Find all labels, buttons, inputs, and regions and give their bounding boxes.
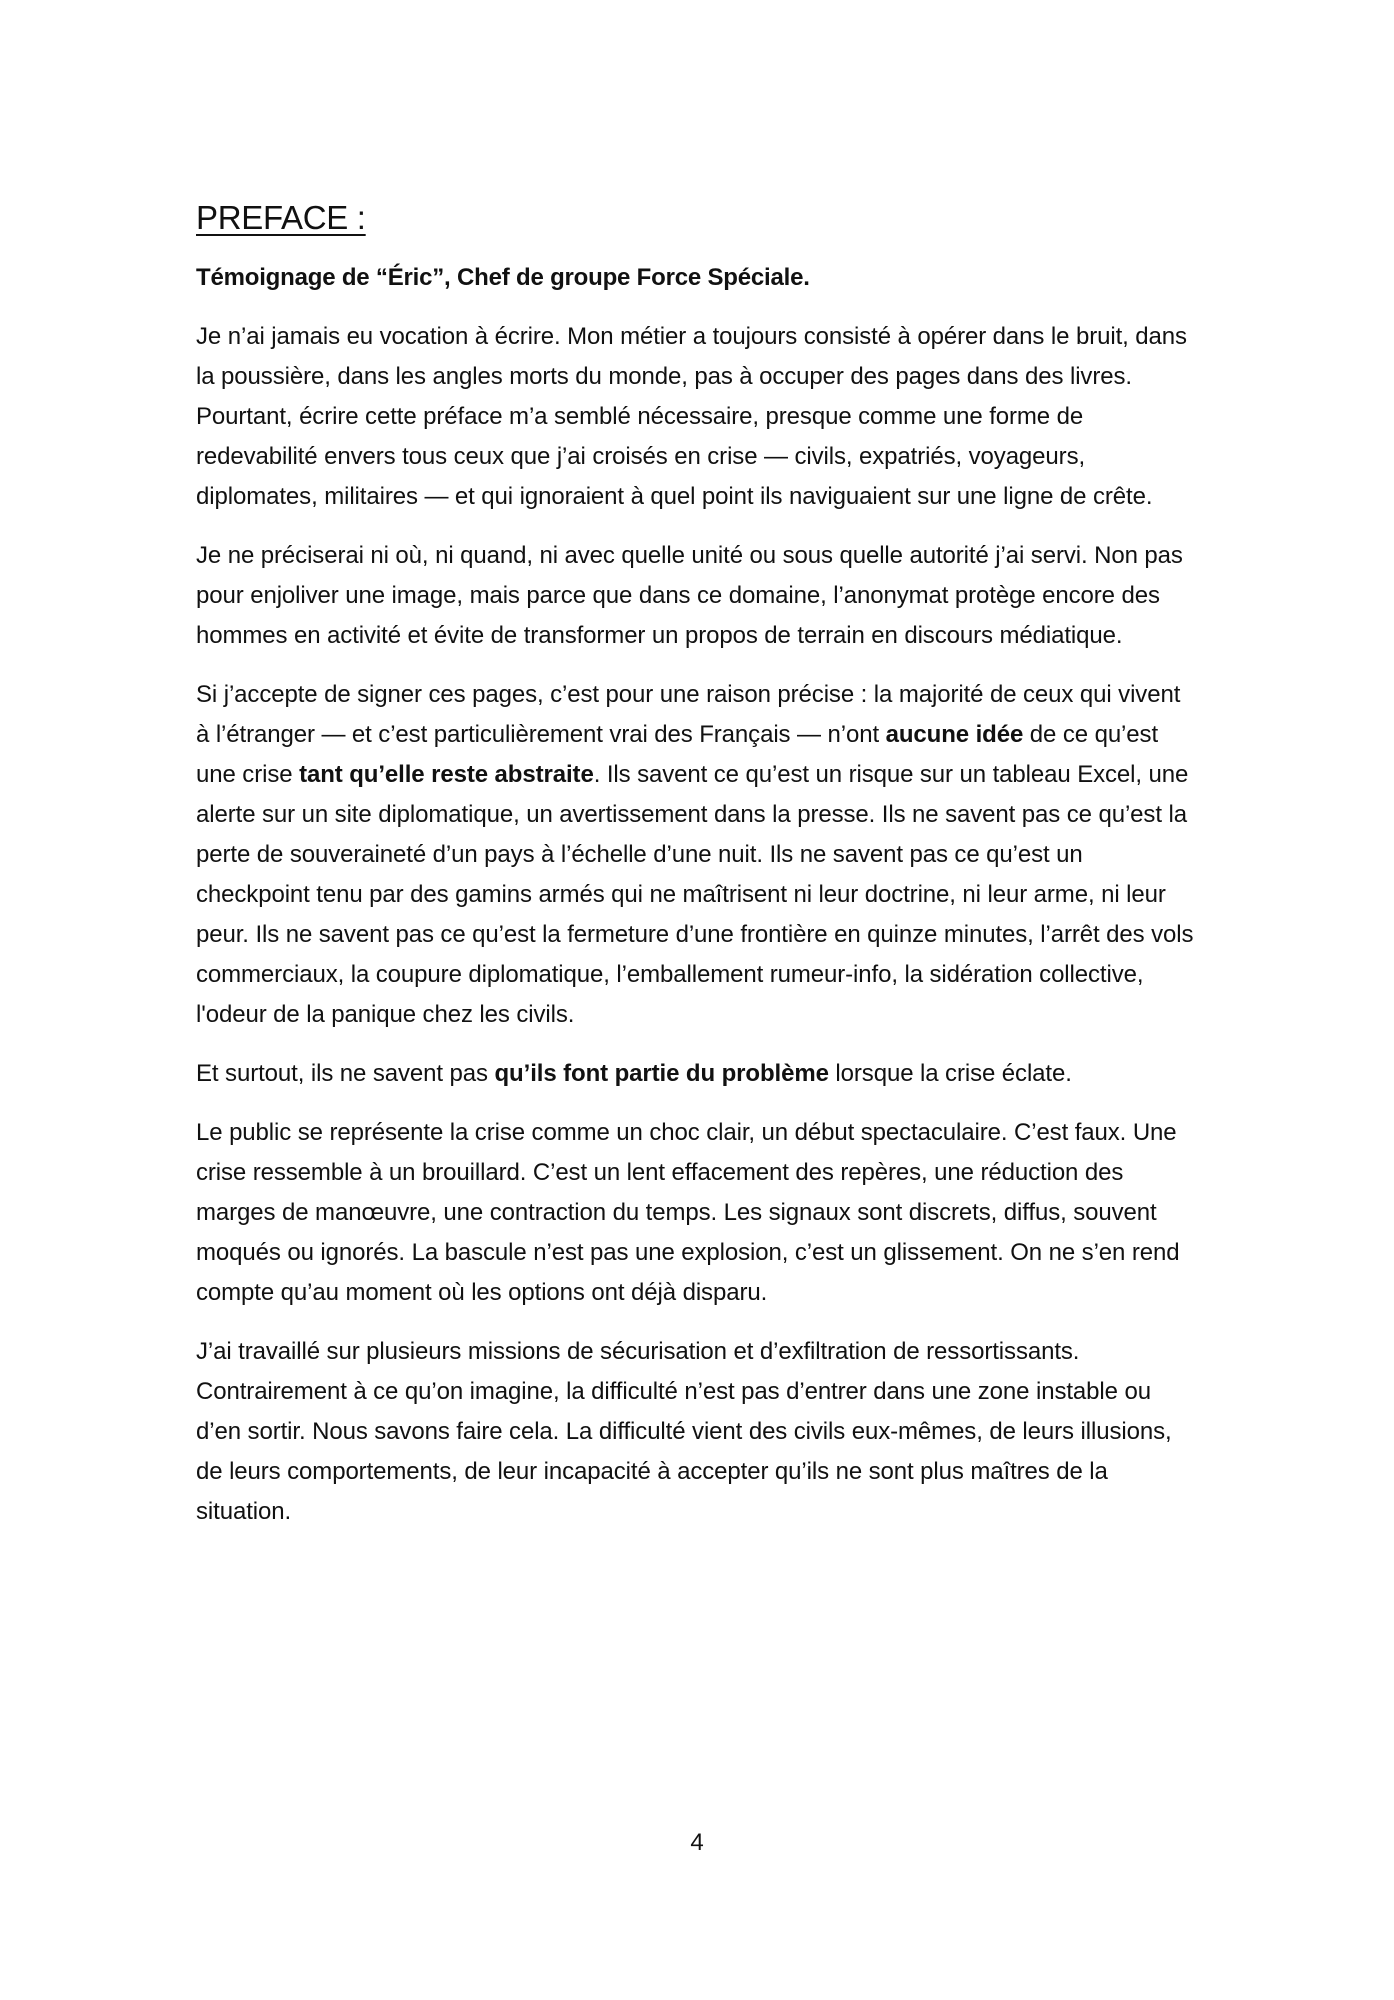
- paragraph-3: [196, 675, 1196, 1035]
- document-page: [196, 196, 1196, 1551]
- testimony-subtitle: Témoignage de “Éric”, Chef de groupe Force Spéciale.: [196, 264, 810, 291]
- paragraph-3-text: Si j’accepte de signer ces pages, c’est pour une raison précise : la majorité de ceux qui vivent à l’étranger — et c’est particulièrement vrai des Français — n’ont: [196, 681, 1181, 748]
- page-number: 4: [690, 1829, 704, 1856]
- emphasis-text: qu’ils font partie du problème: [494, 1060, 829, 1087]
- paragraph-3-text: de ce qu’est une crise: [196, 721, 1159, 788]
- paragraph-1: Je n’ai jamais eu vocation à écrire. Mon métier a toujours consisté à opérer dans le bruit, dans la poussière, dans les angles morts du monde, pas à occuper des pages dans des livres. Pourtant, écrire cette préface m’a semblé nécessaire, presque comme une forme de redevabilité envers tous ceux que j’ai croisés en crise — civils, expatriés, voyageurs, diplomates, militaires — et qui ignoraient à quel point ils naviguaient sur une ligne de crête.: [196, 323, 1187, 510]
- paragraph-6: J’ai travaillé sur plusieurs missions de sécurisation et d’exfiltration de ressortissants. Contrairement à ce qu’on imagine, la difficulté n’est pas d’entrer dans une zone instable ou d’en sortir. Nous savons faire cela. La difficulté vient des civils eux-mêmes, de leurs illusions, de leurs comportements, de leur incapacité à accepter qu’ils ne sont plus maîtres de la situation.: [196, 1338, 1172, 1525]
- emphasis-text: tant qu’elle reste abstraite: [299, 761, 594, 788]
- paragraph-3-text: . Ils savent ce qu’est un risque sur un tableau Excel, une alerte sur un site diplomatique, un avertissement dans la presse. Ils ne savent pas ce qu’est la perte de souveraineté d’un pays à l’échelle d’une nuit. Ils ne savent pas ce qu’est un checkpoint tenu par des gamins armés qui ne maîtrisent ni leur doctrine, ni leur arme, ni leur peur. Ils ne savent pas ce qu’est la fermeture d’une frontière en quinze minutes, l’arrêt des vols commerciaux, la coupure diplomatique, l’emballement rumeur-info, la sidération collective, l'odeur de la panique chez les civils.: [196, 761, 1194, 1028]
- paragraph-4: [196, 1054, 1196, 1094]
- paragraph-4-text: lorsque la crise éclate.: [828, 1060, 1072, 1087]
- paragraph-5: Le public se représente la crise comme un choc clair, un début spectaculaire. C’est faux. Une crise ressemble à un brouillard. C’est un lent effacement des repères, une réduction des marges de manœuvre, une contraction du temps. Les signaux sont discrets, diffus, souvent moqués ou ignorés. La bascule n’est pas une explosion, c’est un glissement. On ne s’en rend compte qu’au moment où les options ont déjà disparu.: [196, 1119, 1180, 1306]
- paragraph-2: Je ne préciserai ni où, ni quand, ni avec quelle unité ou sous quelle autorité j’ai servi. Non pas pour enjoliver une image, mais parce que dans ce domaine, l’anonymat protège encore des hommes en activité et évite de transformer un propos de terrain en discours médiatique.: [196, 542, 1183, 649]
- paragraph-4-text: Et surtout, ils ne savent pas: [196, 1060, 495, 1087]
- page-title: PREFACE :: [196, 199, 366, 236]
- emphasis-text: aucune idée: [885, 721, 1024, 748]
